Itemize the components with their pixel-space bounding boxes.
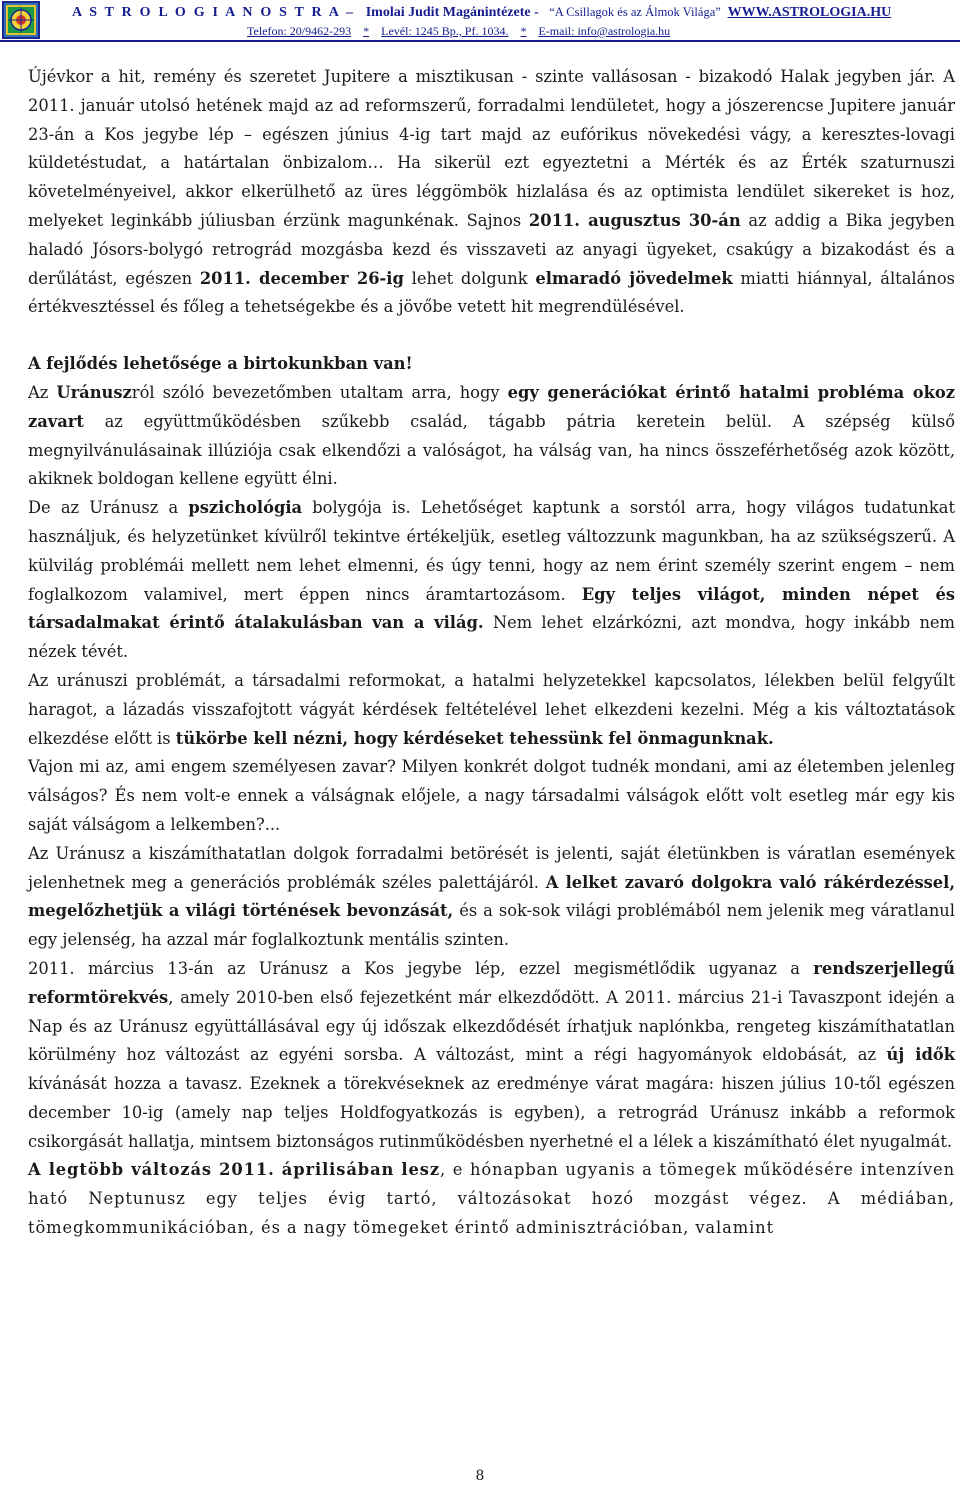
bold-text-run: 2011. december 26-ig <box>199 268 404 288</box>
header-email-link[interactable]: E-mail: info@astrologia.hu <box>538 24 671 38</box>
bold-text-run: 2011. augusztus 30-án <box>528 210 741 230</box>
text-run: miatti hiánnyal, általános értékvesztéssel és főleg a tehetségekbe és a jövőbe vetett hit megrendülésével. <box>28 268 955 317</box>
text-run: Vajon mi az, ami engem személyesen zavar? Milyen konkrét dolgot tudnék mondani, ami az életemben jelenleg válságos? És nem volt-e ennek a válságnak előjele, a nagy társadalmi válságok előtt volt esetleg már egy kis saját válságom a lelkemben?... <box>28 757 955 834</box>
header-contact-line <box>247 24 670 39</box>
header-subtitle: Imolai Judit Magánintézete - <box>365 5 539 20</box>
bold-text-run: pszichológia <box>188 498 303 518</box>
article-body <box>28 63 955 1243</box>
header-phone: Telefon: 20/9462-293 <box>247 24 352 38</box>
bold-text-run: egy generációkat érintő hatalmi probléma okoz zavart <box>28 382 955 431</box>
paragraph <box>28 1156 955 1242</box>
bold-text-run: új idők <box>886 1045 955 1065</box>
zodiac-logo-icon <box>2 1 40 39</box>
text-run: De az Uránusz a <box>28 498 189 518</box>
text-run: Újévkor a hit, remény és szeretet Jupitere a misztikusan - szinte vallásosan - bizakodó Halak jegyben jár. A 2011. január utolsó hetének majd az ad reformszerű, forradalmi lendületet, hogy a jószerencse Jupitere január 23-án a Kos jegybe lép – egészen június 4-ig tart majd az eufórikus növekedési vágy, a keresztes-lovagi küldetéstudat, a határtalan önbizalom… Ha sikerül ezt egyeztetni a Mérték és az Érték szaturnuszi követelményeivel, akkor elkerülhető az üres léggömbök hizlalása és az optimista lendület sikereket is hoz, melyeket leginkább júliusban érzünk magunkénak. Sajnos <box>28 67 955 230</box>
header-title-line <box>72 5 891 21</box>
bold-text-run: A fejlődés lehetősége a birtokunkban van! <box>28 354 413 374</box>
header-divider <box>0 40 960 42</box>
text-run: az együttműködésben szűkebb család, tágabb pátria keretein belül. A szépség külső megnyilvánulásainak illúziója csak elkendőzi a valóságot, ha válság van, ha nincs összeférhetőség azok között, akiknek boldogan kellene együtt élni. <box>28 411 955 489</box>
text-run: , amely 2010-ben első fejezetként már elkezdődött. A 2011. március 21-i Tavaszpont idején a Nap és az Uránusz együttállásával egy új időszak elkezdődését írhatjuk naplónkba, rengeteg kiszámíthatatlan körülmény hoz változást az egyéni sorsba. A változást, mint a régi hagyományok eldobását, az <box>28 987 955 1065</box>
text-run: 2011. március 13-án az Uránusz a Kos jegybe lép, ezzel megismétlődik ugyanaz a <box>28 958 814 978</box>
text-run: Nem lehet elzárkózni, azt mondva, hogy inkább nem nézek tévét. <box>28 613 955 662</box>
header-separator: * <box>363 24 370 38</box>
text-run: Az uránuszi problémát, a társadalmi reformokat, a hatalmi helyzetekkel kapcsolatos, lélekben belül felgyűlt haragot, a lázadás visszafojtott vágyát kérdések feltételével lehet elkezdeni kezelni. Még a kis változtatások elkezdése előtt is <box>28 670 955 748</box>
bold-text-run: Uránusz <box>56 382 132 402</box>
text-run: bolygója is. Lehetőséget kaptunk a sorstól arra, hogy világos tudatunkat használjuk, és helyzetünket kívülről tekintve értékeljük, esetleg változzunk magunkban, ha az szükségszerű. A külvilág problémái mellett nem lehet elmenni, és úgy tenni, hogy az nem érint személy szerint engem – nem foglalkozom valamivel, mert éppen nincs áramtartozásom. <box>28 498 955 604</box>
paragraph <box>28 667 955 753</box>
section-heading <box>28 350 955 379</box>
paragraph <box>28 63 955 322</box>
page-header <box>0 0 960 44</box>
bold-text-run: tükörbe kell nézni, hogy kérdéseket tehessünk fel önmagunknak. <box>175 728 774 748</box>
paragraph <box>28 379 955 494</box>
paragraph <box>28 494 955 667</box>
text-run: és a sok-sok világi problémából nem jelenik meg váratlanul egy jelenség, ha azzal már foglalkoztunk mentális szinten. <box>28 901 955 950</box>
paragraph <box>28 955 955 1157</box>
paragraph <box>28 840 955 955</box>
header-address: Levél: 1245 Bp., Pf. 1034. <box>381 24 509 38</box>
bold-text-run: rendszerjellegű reformtörekvés <box>28 958 955 1007</box>
header-motto: “A Csillagok és az Álmok Világa” <box>549 5 721 19</box>
page-number: 8 <box>475 1468 485 1484</box>
header-website-link[interactable]: WWW.ASTROLOGIA.HU <box>727 5 892 20</box>
text-run: Az <box>28 382 57 402</box>
paragraph <box>28 753 955 839</box>
text-run: Az Uránusz a kiszámíthatatlan dolgok forradalmi betörését is jelenti, saját életünkben is váratlan események jelenhetnek meg a generációs problémák széles palettájáról. <box>28 843 955 892</box>
bold-text-run: A lelket zavaró dolgokra való rákérdezéssel, megelőzhetjük a világi történések bevonzását, <box>28 872 955 921</box>
header-title: A S T R O L O G I A N O S T R A – <box>72 5 356 20</box>
bold-text-run: elmaradó jövedelmek <box>535 268 733 288</box>
text-run: , e hónapban ugyanis a tömegek működésére intenzíven ható Neptunusz egy teljes évig tartó, változásokat hozó mozgást végez. A médiában, tömegkommunikációban, és a nagy tömegeket érintő adminisztrációban, valamint <box>28 1160 955 1238</box>
text-run: lehet dolgunk <box>403 268 536 288</box>
header-separator: * <box>520 24 527 38</box>
paragraph-spacer <box>28 322 955 350</box>
text-run: az addig a Bika jegyben haladó Jósors-bolygó retrográd mozgásba kezd és visszaveti az anyagi ügyeket, csakúgy a bizakodást és a derűlátást, egészen <box>28 210 956 288</box>
text-run: kívánását hozza a tavasz. Ezeknek a törekvéseknek az eredménye várat magára: hiszen július 10-től egészen december 10-ig (amely nap teljes Holdfogyatkozás is egyben), a retrográd Uránusz inkább a reformok csikorgását hallatja, mintsem biztonságos rutinműködésben nyerhetné el a lélek a kiszámítható élet nyugalmát. <box>28 1074 955 1151</box>
bold-text-run: A legtöbb változás 2011. áprilisában lesz <box>28 1160 440 1180</box>
text-run: ról szóló bevezetőmben utaltam arra, hogy <box>131 382 508 402</box>
bold-text-run: Egy teljes világot, minden népet és társadalmakat érintő átalakulásban van a világ. <box>28 584 956 633</box>
